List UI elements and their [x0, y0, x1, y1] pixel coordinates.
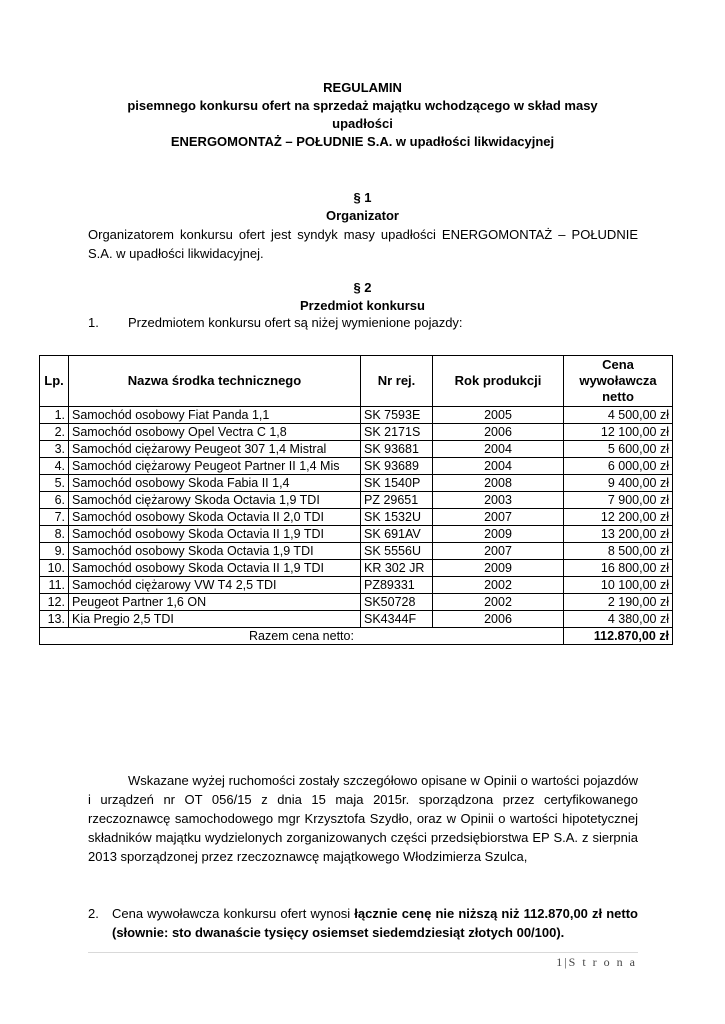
cell-year: 2002 [433, 577, 564, 594]
cell-lp: 9. [40, 543, 69, 560]
table-row [40, 594, 673, 611]
cell-year: 2006 [433, 611, 564, 628]
document-subtitle-line2: upadłości [332, 116, 393, 131]
cell-lp: 2. [40, 424, 69, 441]
cell-nr: SK 1532U [361, 509, 433, 526]
cell-name: Samochód osobowy Opel Vectra C 1,8 [69, 424, 361, 441]
section2-item1 [88, 315, 463, 330]
cell-nr: SK 2171S [361, 424, 433, 441]
cell-price: 9 400,00 zł [564, 475, 673, 492]
cell-lp: 6. [40, 492, 69, 509]
cell-nr: SK 1540P [361, 475, 433, 492]
footer-divider [88, 952, 638, 953]
cell-nr: SK4344F [361, 611, 433, 628]
document-subtitle-line1: pisemnego konkursu ofert na sprzedaż majątku wchodzącego w skład masy [127, 98, 598, 113]
cell-price: 10 100,00 zł [564, 577, 673, 594]
cell-price: 12 100,00 zł [564, 424, 673, 441]
cell-year: 2007 [433, 509, 564, 526]
header-year: Rok produkcji [433, 356, 564, 407]
cell-price: 4 380,00 zł [564, 611, 673, 628]
cell-name: Samochód osobowy Fiat Panda 1,1 [69, 407, 361, 424]
table-row [40, 560, 673, 577]
section1-heading: Organizator [326, 208, 399, 223]
cell-year: 2004 [433, 458, 564, 475]
section1-number: § 1 [353, 190, 372, 205]
section2-heading: Przedmiot konkursu [300, 298, 425, 313]
table-row [40, 475, 673, 492]
total-label: Razem cena netto: [40, 628, 564, 645]
cell-nr: SK 7593E [361, 407, 433, 424]
cell-lp: 12. [40, 594, 69, 611]
cell-nr: SK 93689 [361, 458, 433, 475]
table-row [40, 509, 673, 526]
cell-lp: 13. [40, 611, 69, 628]
table-total-row [40, 628, 673, 645]
cell-nr: PZ89331 [361, 577, 433, 594]
cell-nr: PZ 29651 [361, 492, 433, 509]
cell-nr: SK50728 [361, 594, 433, 611]
cell-year: 2008 [433, 475, 564, 492]
cell-name: Samochód osobowy Skoda Octavia 1,9 TDI [69, 543, 361, 560]
table-row [40, 611, 673, 628]
section2-item2-text: Cena wywoławcza konkursu ofert wynosi [112, 906, 355, 921]
cell-price: 16 800,00 zł [564, 560, 673, 577]
cell-year: 2009 [433, 560, 564, 577]
section2-item1-text: Przedmiotem konkursu ofert są niżej wymienione pojazdy: [128, 315, 463, 330]
table-row [40, 543, 673, 560]
table-row [40, 424, 673, 441]
cell-year: 2009 [433, 526, 564, 543]
cell-year: 2004 [433, 441, 564, 458]
document-subtitle-line3: ENERGOMONTAŻ – POŁUDNIE S.A. w upadłości likwidacyjnej [170, 134, 555, 149]
table-row [40, 407, 673, 424]
total-value: 112.870,00 zł [564, 628, 673, 645]
cell-lp: 3. [40, 441, 69, 458]
cell-name: Samochód ciężarowy Skoda Octavia 1,9 TDI [69, 492, 361, 509]
header-price: Cena wywoławcza netto [564, 356, 673, 407]
cell-lp: 5. [40, 475, 69, 492]
cell-lp: 8. [40, 526, 69, 543]
page-footer [556, 955, 637, 970]
table-body [40, 407, 673, 628]
section2-number: § 2 [353, 280, 372, 295]
cell-nr: SK 691AV [361, 526, 433, 543]
cell-lp: 11. [40, 577, 69, 594]
cell-name: Kia Pregio 2,5 TDI [69, 611, 361, 628]
table-row [40, 458, 673, 475]
header-name: Nazwa środka technicznego [69, 356, 361, 407]
cell-name: Samochód osobowy Skoda Octavia II 1,9 TDI [69, 560, 361, 577]
cell-name: Peugeot Partner 1,6 ON [69, 594, 361, 611]
cell-year: 2002 [433, 594, 564, 611]
cell-name: Samochód ciężarowy Peugeot 307 1,4 Mistral [69, 441, 361, 458]
cell-price: 8 500,00 zł [564, 543, 673, 560]
footer-separator: | [564, 955, 569, 969]
cell-price: 7 900,00 zł [564, 492, 673, 509]
header-nr: Nr rej. [361, 356, 433, 407]
cell-name: Samochód osobowy Skoda Octavia II 2,0 TDI [69, 509, 361, 526]
header-lp: Lp. [40, 356, 69, 407]
table-row [40, 441, 673, 458]
cell-year: 2003 [433, 492, 564, 509]
section2-item2-number: 2. [88, 906, 99, 921]
cell-price: 2 190,00 zł [564, 594, 673, 611]
table-row [40, 526, 673, 543]
vehicles-table [39, 355, 673, 645]
section2-item2 [88, 904, 638, 942]
cell-year: 2006 [433, 424, 564, 441]
cell-nr: SK 93681 [361, 441, 433, 458]
section1-text: Organizatorem konkursu ofert jest syndyk masy upadłości ENERGOMONTAŻ – POŁUDNIE S.A. w upadłości likwidacyjnej. [88, 227, 638, 261]
section2-item1-number: 1. [88, 315, 99, 330]
table-row [40, 492, 673, 509]
cell-price: 4 500,00 zł [564, 407, 673, 424]
footer-label: S t r o n a [568, 955, 637, 969]
cell-nr: SK 5556U [361, 543, 433, 560]
section2-item2-bold-text: łącznie cenę nie niższą niż 112.870,00 zł netto (słownie: sto dwanaście tysięcy osiemset siedemdziesiąt złotych 00/100). [112, 906, 638, 940]
cell-name: Samochód osobowy Skoda Fabia II 1,4 [69, 475, 361, 492]
table-row [40, 577, 673, 594]
cell-nr: KR 302 JR [361, 560, 433, 577]
table-header-row [40, 356, 673, 407]
cell-price: 6 000,00 zł [564, 458, 673, 475]
description-paragraph: Wskazane wyżej ruchomości zostały szczegółowo opisane w Opinii o wartości pojazdów i urządzeń nr OT 056/15 z dnia 15 maja 2015r. sporządzona przez certyfikowanego rzeczoznawcę samochodowego mgr Krzysztofa Szydło, oraz w Opinii o wartości hipotetycznej składników majątku wydzielonych zorganizowanych części przedsiębiorstwa EP S.A. z sierpnia 2013 sporządzonej przez rzeczoznawcę majątkowego Włodzimierza Szulca, [88, 773, 638, 864]
cell-lp: 10. [40, 560, 69, 577]
cell-year: 2007 [433, 543, 564, 560]
cell-name: Samochód ciężarowy Peugeot Partner II 1,4 Mis [69, 458, 361, 475]
cell-lp: 1. [40, 407, 69, 424]
cell-price: 5 600,00 zł [564, 441, 673, 458]
cell-name: Samochód ciężarowy VW T4 2,5 TDI [69, 577, 361, 594]
cell-year: 2005 [433, 407, 564, 424]
cell-lp: 7. [40, 509, 69, 526]
cell-price: 12 200,00 zł [564, 509, 673, 526]
page-number: 1 [556, 955, 565, 969]
cell-price: 13 200,00 zł [564, 526, 673, 543]
cell-lp: 4. [40, 458, 69, 475]
cell-name: Samochód osobowy Skoda Octavia II 1,9 TDI [69, 526, 361, 543]
document-title: REGULAMIN [323, 80, 402, 95]
